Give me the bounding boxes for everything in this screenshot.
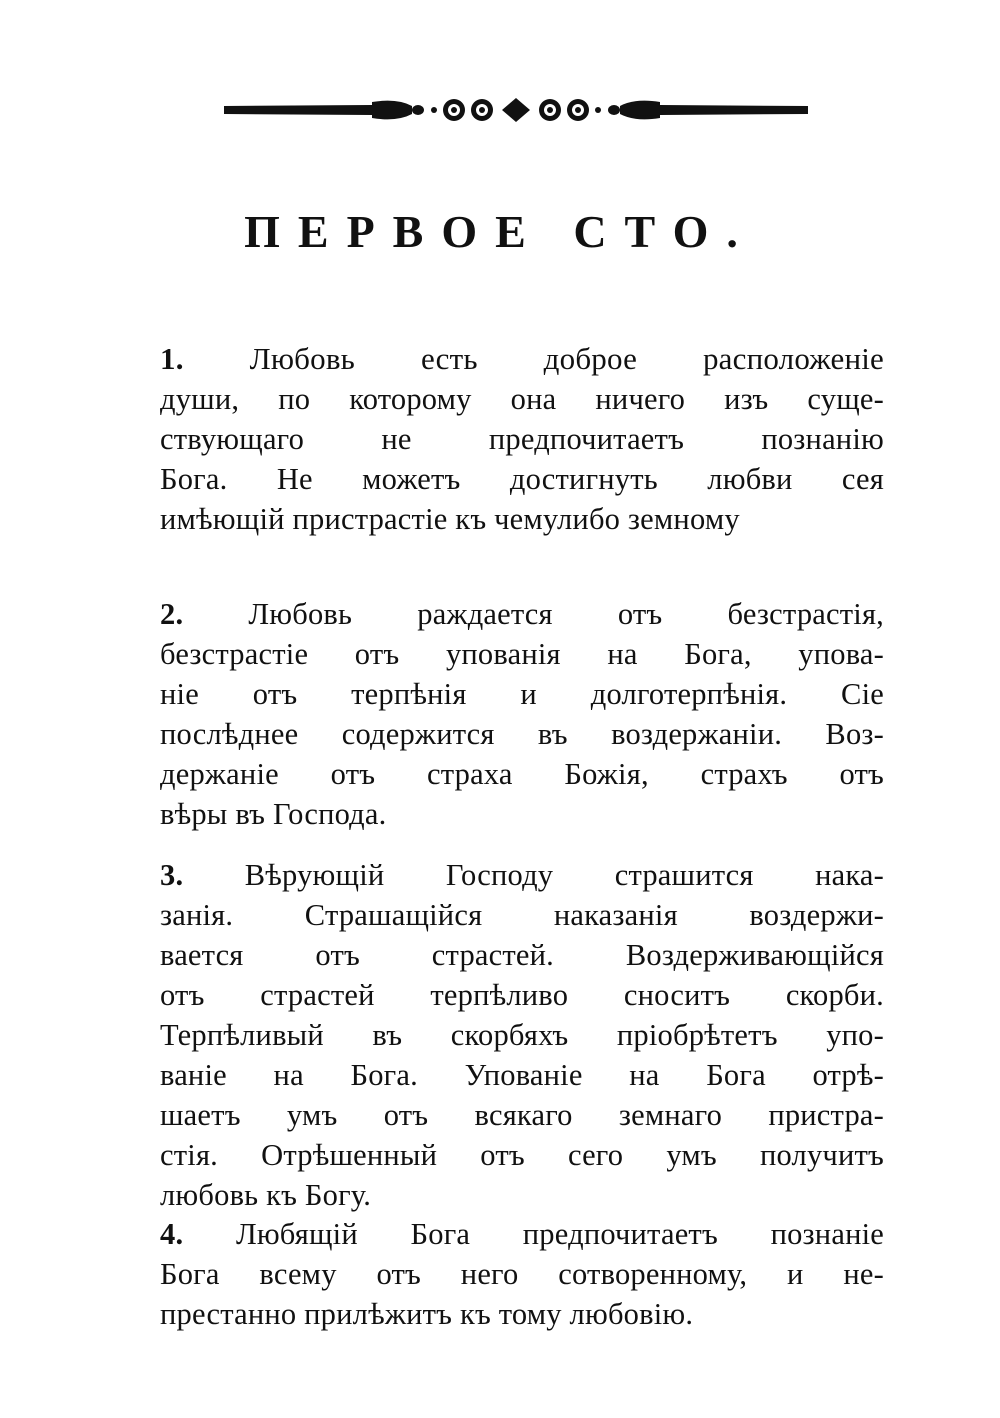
paragraph-line: Бога всему отъ него сотворенному, и не- [160, 1257, 884, 1291]
paragraph-line: занія. Страшащійся наказанія воздержи- [160, 898, 884, 932]
paragraph-line: ствующаго не предпочитаетъ познанію [160, 422, 884, 456]
paragraph-line: вается отъ страстей. Воздерживающійся [160, 938, 884, 972]
paragraph-line: Бога. Не можетъ достигнуть любви сея [160, 462, 884, 496]
paragraph-line: любовь къ Богу. [160, 1178, 372, 1212]
paragraph-number: 1. [160, 341, 184, 376]
paragraph-3 [160, 855, 884, 1215]
paragraph-1 [160, 339, 884, 539]
paragraph-number: 3. [160, 858, 184, 892]
headpiece-ornament [222, 92, 810, 128]
paragraph-line: отъ страстей терпѣливо сноситъ скорби. [160, 978, 884, 1012]
page-title: ПЕРВОЕ СТО. [244, 206, 756, 257]
paragraph-line: души, по которому она ничего изъ суще- [160, 382, 884, 416]
line-text: Любовь раждается отъ безстрастія, [248, 597, 884, 631]
paragraph-4 [160, 1214, 884, 1334]
paragraph-line: шаетъ умъ отъ всякаго земнаго пристра- [160, 1098, 884, 1132]
paragraph-line: послѣднее содержится въ воздержаніи. Воз- [160, 717, 884, 751]
paragraph-line: престанно прилѣжитъ къ тому любовію. [160, 1297, 694, 1331]
paragraph-number: 2. [160, 597, 184, 631]
paragraph-number: 4. [160, 1217, 184, 1251]
paragraph-line: безстрастіе отъ упованія на Бога, упова- [160, 637, 884, 671]
paragraph-line [160, 855, 884, 895]
paragraph-line: стія. Отрѣшенный отъ сего умъ получитъ [160, 1138, 884, 1172]
paragraph-line [160, 594, 884, 634]
paragraph-line: держаніе отъ страха Божія, страхъ отъ [160, 757, 884, 791]
paragraph-2 [160, 594, 884, 834]
line-text: Любящій Бога предпочитаетъ познаніе [235, 1217, 884, 1251]
paragraph-line: вѣры въ Господа. [160, 797, 387, 831]
line-text: Вѣрующій Господу страшится нака- [244, 858, 884, 892]
paragraph-line: ніе отъ терпѣнія и долготерпѣнія. Сіе [160, 677, 884, 711]
paragraph-line: ваніе на Бога. Упованіе на Бога отрѣ- [160, 1058, 884, 1092]
paragraph-line [160, 339, 884, 379]
paragraph-line [160, 1214, 884, 1254]
line-text: Любовь есть доброе расположеніе [249, 341, 885, 376]
paragraph-line: имѣющій пристрастіе къ чемулибо земному [160, 502, 740, 536]
paragraph-line: Терпѣливый въ скорбяхъ пріобрѣтетъ упо- [160, 1018, 884, 1052]
